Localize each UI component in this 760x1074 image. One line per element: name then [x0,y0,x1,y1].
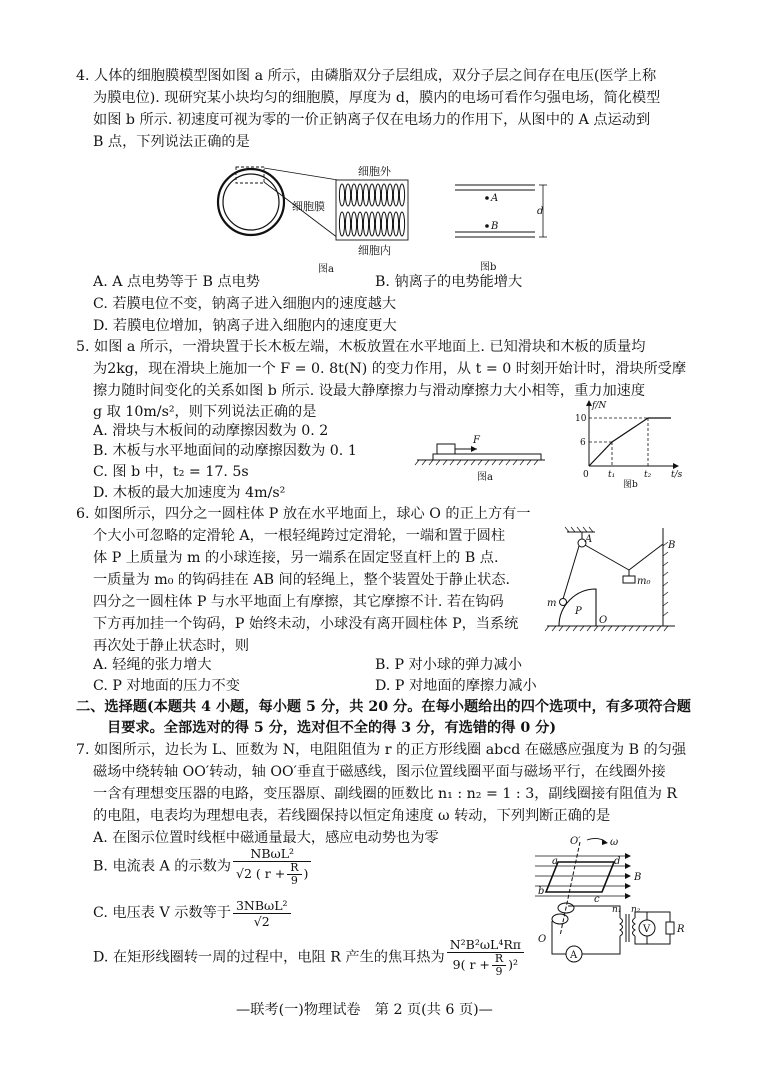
q7-omega: ω [610,837,619,848]
q6-option-c: C. P 对地面的压力不变 [93,678,240,694]
ground-hatch [492,460,496,465]
q6-line-7: 再次处于静止状态时，则 [93,638,250,654]
q5-force-label: F [473,435,480,446]
q4-caption-b: 图b [480,262,497,273]
ground-hatch [622,626,626,631]
q7-option-c-text: C. 电压表 V 示数等于 [93,905,231,921]
q5-figure-a [415,430,555,485]
q7-n1: n₁ [612,905,622,915]
q7-option-c-formula [233,898,291,929]
q4-line-3: 如图 b 所示. 初速度可视为零的一价正钠离子仅在电场力的作用下，从图中的 A 点运动到 [93,112,651,128]
q7-option-a: A. 在图示位置时线框中磁通量最大，感应电动势也为零 [93,830,439,846]
ground-hatch [415,460,419,465]
q4-figure-b [455,180,555,275]
q7-fd-9: 9 [495,965,503,978]
q5-option-b: B. 木板与水平地面间的动摩擦因数为 0. 1 [93,443,357,459]
q7-fc-numerator: 3NBωL² [233,898,291,914]
q4-option-a: A. A 点电势等于 B 点电势 [93,274,260,290]
q6-figure [545,526,705,636]
ground-hatch [478,460,482,465]
q4-option-d: D. 若膜电位增加，钠离子进入细胞内的速度更大 [93,318,397,334]
q5-line-1: 5. 如图 a 所示，一滑块置于长木板左端，木板放置在水平地面上. 已知滑块和木板的质量均 [76,339,646,355]
q7-option-d-text: D. 在矩形线圈转一周的过程中，电阻 R 产生的焦耳热为 [93,949,445,966]
q7-line-2: 磁场中绕转轴 OO′转动，轴 OO′垂直于磁感线，图示位置线圈平面与磁场平行，在线圈外接 [93,764,666,780]
q5-t1-label: t₁ [608,470,616,480]
ground-hatch [580,626,584,631]
q7-option-b-text: B. 电流表 A 的示数为 [93,858,232,875]
q6-line-2: 个大小可忽略的定滑轮 A，一根轻绳跨过定滑轮，一端和置于圆柱 [93,528,506,544]
q7-resistor-R: R [677,924,685,935]
q4-figure-a [210,160,430,275]
q7-figure [530,836,690,971]
ground-hatch [664,626,668,631]
q4-option-b: B. 钠离子的电势能增大 [375,274,523,290]
q5-origin-label: 0 [583,470,589,480]
q6-ball-m: m [547,598,557,609]
page-footer: —联考(一)物理试卷 第 2 页(共 6 页)— [236,1002,493,1018]
ground-hatch [608,626,612,631]
q7-axis-O: O [538,934,547,945]
q5-line-3: 擦力随时间变化的关系如图 b 所示. 设最大静摩擦力与滑动摩擦力大小相等，重力加速度 [93,383,646,399]
q7-fb-den-a: √2 ( r + [236,866,286,881]
q7-line-3: 一含有理想变压器的电路，变压器原、副线圈的匝数比 n₁ : n₂ = 1 : 3，副线圈接有阻值为 R [93,786,678,802]
ground-hatch [573,626,577,631]
q4-option-c: C. 若膜电位不变，钠离子进入细胞内的速度越大 [93,296,397,312]
q7-corner-a: a [552,856,558,867]
q7-fc-denominator: √2 [253,913,270,929]
q5-option-d: D. 木板的最大加速度为 4m/s² [93,485,286,501]
q5-y-axis-label: f/N [592,401,607,411]
q6-option-b: B. P 对小球的弹力减小 [375,657,523,673]
ground-hatch [513,460,517,465]
q7-fd-numerator: N²B²ωL⁴Rπ [447,937,524,953]
q7-fb-numerator: NBωL² [233,846,311,862]
ground-hatch [436,460,440,465]
q7-line-1: 7. 如图所示，边长为 L、匝数为 N，电阻阻值为 r 的正方形线圈 abcd 在磁感应强度为 B 的匀强 [76,742,687,758]
ground-hatch [527,460,531,465]
q4-membrane-label: 细胞膜 [292,200,325,213]
q6-line-1: 6. 如图所示，四分之一圆柱体 P 放在水平地面上，球心 O 的正上方有一 [76,506,531,522]
q6-line-3: 体 P 上质量为 m 的小球连接，另一端系在固定竖直杆上的 B 点. [93,550,499,566]
q5-option-c: C. 图 b 中，t₂ = 17. 5s [93,464,249,480]
q6-pulley-A: A [585,534,593,545]
q7-option-d-formula [447,937,524,978]
q7-option-b-formula [233,846,311,887]
q7-option-b [93,846,313,887]
q5-caption-a: 图a [477,472,493,483]
q7-fb-9: 9 [290,874,298,887]
ground-hatch [534,460,538,465]
q5-x-axis-label: t/s [671,470,683,480]
q6-line-5: 四分之一圆柱体 P 与水平地面上有摩擦，其它摩擦不计. 若在钩码 [93,594,504,610]
q5-y-tick-6: 6 [580,438,586,448]
section-2-heading: 二、选择题(本题共 4 小题，每小题 5 分，共 20 分。在每小题给出的四个选项中，有多项符合题 [76,699,691,715]
q7-corner-c: c [594,894,600,905]
q4-point-A: A [491,193,499,204]
q7-fd-close: )² [508,957,519,972]
q7-corner-d: d [614,856,621,867]
q7-ammeter-A: A [570,950,578,961]
q5-option-a: A. 滑块与木板间的动摩擦因数为 0. 2 [93,423,329,439]
ground-hatch [422,460,426,465]
ground-hatch [552,626,556,631]
q5-line-4: g 取 10m/s²，则下列说法正确的是 [93,404,317,420]
q7-fb-close: ) [303,866,309,881]
ground-hatch [594,626,598,631]
ground-hatch [629,626,633,631]
ground-hatch [559,626,563,631]
ground-hatch [499,460,503,465]
ground-hatch [506,460,510,465]
ground-hatch [464,460,468,465]
q4-point-B: B [491,221,499,232]
q7-fd-den-a: 9( r + [452,957,490,972]
q4-caption-a: 图a [318,264,334,275]
ground-hatch [457,460,461,465]
q5-t2-label: t₂ [644,470,652,480]
q4-inside-label: 细胞内 [358,244,391,257]
q6-option-d: D. P 对地面的摩擦力减小 [375,678,537,694]
q7-option-c [93,896,293,930]
q7-line-4: 的电阻，电表均为理想电表，若线圈保持以恒定角速度 ω 转动，下列判断正确的是 [93,808,611,824]
q7-axis-Oprime: O′ [570,836,581,847]
q5-line-2: 为2kg，现在滑块上施加一个 F = 0. 8t(N) 的变力作用，从 t = 0 时刻开始计时，滑块所受摩 [93,361,687,377]
ground-hatch [485,460,489,465]
q4-outside-label: 细胞外 [358,165,391,178]
q7-voltmeter-V: V [643,924,651,935]
ground-hatch [615,626,619,631]
q7-n2: n₂ [631,905,641,915]
q5-y-tick-10: 10 [575,414,587,424]
ground-hatch [429,460,433,465]
ground-hatch [450,460,454,465]
ground-hatch [545,626,549,631]
ground-hatch [657,626,661,631]
ground-hatch [643,626,647,631]
q6-point-B: B [668,540,676,551]
q6-line-6: 下方再加挂一个钩码，P 始终未动，小球没有离开圆柱体 P，当系统 [93,616,519,632]
q7-corner-b: b [538,886,545,897]
q5-caption-b: 图b [623,480,638,490]
ground-hatch [520,460,524,465]
q5-figure-b [575,398,685,488]
q7-field-B: B [634,872,642,883]
q7-fd-R: R [492,953,506,966]
section-2-heading-cont: 目要求。全部选对的得 5 分，选对但不全的得 3 分，有选错的得 0 分) [107,720,557,736]
q4-thickness-d: d [537,206,544,217]
ground-hatch [471,460,475,465]
q6-center-O: O [599,615,608,626]
q4-line-1: 4. 人体的细胞膜模型图如图 a 所示，由磷脂双分子层组成，双分子层之间存在电压(医学上称 [76,68,657,84]
ground-hatch [587,626,591,631]
q6-weight-m0: m₀ [637,576,651,587]
q6-body-P: P [575,606,582,617]
q7-fb-R: R [287,862,301,875]
ground-hatch [566,626,570,631]
q4-line-2: 为膜电位). 现研究某小块均匀的细胞膜，厚度为 d，膜内的电场可看作匀强电场，简化模型 [93,90,661,106]
ground-hatch [443,460,447,465]
ground-hatch [601,626,605,631]
ground-hatch [650,626,654,631]
ground-hatch [636,626,640,631]
q4-line-4: B 点，下列说法正确的是 [93,134,250,150]
q6-line-4: 一质量为 m₀ 的钩码挂在 AB 间的轻绳上，整个装置处于静止状态. [93,572,511,588]
q7-option-d [93,937,526,978]
q6-option-a: A. 轻绳的张力增大 [93,657,212,673]
